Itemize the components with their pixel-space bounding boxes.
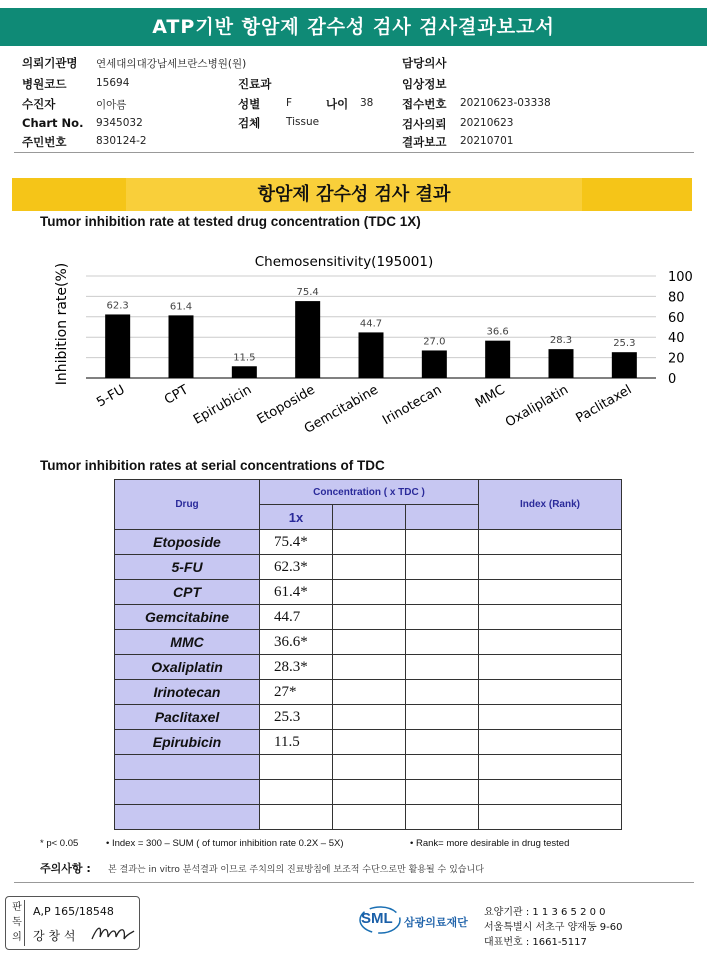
table-row [115,755,622,780]
concentration-header: Concentration ( x TDC ) [260,480,479,505]
chart-bar [169,315,194,378]
info-divider [14,152,694,153]
lab-address: 서울특별시 서초구 양재동 9-60 [484,922,623,933]
caution-text: 본 결과는 in vitro 분석결과 이므로 주치의의 진료방침에 보조적 수단으로만 활용될 수 있습니다 [108,865,484,875]
chart-y-tick: 0 [668,372,677,387]
sml-logo-icon [358,904,402,936]
institution-label: 의뢰기관명 [22,56,78,70]
chart-category-label: Etoposide [254,382,318,428]
empty-cell [479,780,622,805]
sex-label: 성별 [238,97,261,111]
section1-title: Tumor inhibition rate at tested drug concentration (TDC 1X) [40,214,421,229]
drug-cell [115,805,260,830]
chart-y-tick: 80 [668,290,685,306]
section2-title: Tumor inhibition rates at serial concentrations of TDC [40,458,385,473]
table-row [115,780,622,805]
footer-divider [14,882,694,883]
request-label: 검사의뢰 [402,117,447,131]
empty-cell [479,805,622,830]
chart-no-value: 9345032 [96,117,143,129]
drug-cell [115,755,260,780]
empty-cell [406,780,479,805]
table-row [115,555,622,580]
empty-cell [479,555,622,580]
institution-value: 연세대의대강남세브란스병원(원) [96,58,247,70]
conc-1x-header: 1x [260,505,333,530]
empty-cell [333,555,406,580]
chart-categories [94,382,634,436]
lab-phone: 대표번호 : 1661-5117 [484,937,587,948]
value-cell [260,755,333,780]
sex-value: F [286,97,293,109]
empty-cell [406,755,479,780]
stamp-name: 강 창 석 [33,929,76,943]
lab-name: 삼광의료재단 [404,916,468,929]
age-value: 38 [360,97,374,109]
empty-cell [406,555,479,580]
value-cell: 25.3 [260,705,333,730]
empty-cell [406,630,479,655]
empty-cell [479,680,622,705]
drug-cell [115,780,260,805]
empty-cell [406,680,479,705]
chart-value-label: 28.3 [549,335,573,347]
doctor-label: 담당의사 [402,56,447,70]
stamp-license: A,P 165/18548 [33,905,114,918]
chart-category-label: Paclitaxel [573,382,635,427]
lab-logo-text: SML [361,910,393,927]
chart-value-label: 62.3 [106,300,129,312]
empty-cell [479,705,622,730]
department-label: 진료과 [238,77,272,91]
pathologist-stamp [5,896,140,950]
footnote-rank: • Rank= more desirable in drug tested [410,838,570,849]
conc-empty-header [406,505,479,530]
empty-cell [406,580,479,605]
drug-cell: Gemcitabine [115,605,260,630]
value-cell: 36.6* [260,630,333,655]
signature-icon [90,921,136,945]
empty-cell [333,580,406,605]
footnote-index: • Index = 300 – SUM ( of tumor inhibition rate 0.2X – 5X) [106,838,344,849]
empty-cell [333,705,406,730]
caution-label: 주의사항 : [40,862,91,875]
table-row [115,530,622,555]
chart-bar [359,332,384,378]
table-row [115,630,622,655]
chart-value-label: 75.4 [296,287,319,299]
lab-code: 요양기관 : 1 1 3 6 5 2 0 0 [484,907,606,918]
chart-value-label: 36.6 [486,326,509,338]
empty-cell [333,780,406,805]
empty-cell [479,630,622,655]
empty-cell [333,680,406,705]
empty-cell [479,605,622,630]
drug-cell: Paclitaxel [115,705,260,730]
chart-value-label: 27.0 [423,336,446,348]
value-cell: 62.3* [260,555,333,580]
empty-cell [333,805,406,830]
stamp-label: 판독의 [10,900,25,946]
chart-y-tick: 20 [668,351,685,367]
table-row [115,705,622,730]
drug-cell: Etoposide [115,530,260,555]
empty-cell [406,655,479,680]
chart-category-label: Oxaliplatin [502,382,571,431]
empty-cell [479,730,622,755]
drug-cell: Irinotecan [115,680,260,705]
chart-bar [485,341,510,378]
report-title: ATP기반 항암제 감수성 검사 검사결과보고서 [0,8,707,46]
empty-cell [479,530,622,555]
chart-bar [105,314,130,378]
accession-label: 접수번호 [402,97,447,111]
chart-value-label: 11.5 [233,352,256,364]
resident-no-label: 주민번호 [22,135,67,149]
index-header: Index (Rank) [479,480,622,530]
results-table [114,479,622,830]
chart-value-label: 44.7 [359,318,383,330]
chart-category-label: CPT [161,382,191,408]
chart-ylabel: Inhibition rate(%) [54,262,70,386]
accession-value: 20210623-03338 [460,97,551,109]
value-cell [260,805,333,830]
chart-bar [549,349,574,378]
chart-no-label: Chart No. [22,116,84,130]
request-value: 20210623 [460,117,514,129]
value-cell: 28.3* [260,655,333,680]
value-cell: 44.7 [260,605,333,630]
chart-bar [232,366,257,378]
chart-title: Chemosensitivity(195001) [254,254,434,270]
specimen-value: Tissue [286,116,320,128]
drug-header: Drug [115,480,260,530]
chart-bar [422,350,447,378]
empty-cell [406,530,479,555]
chart-y-ticks [668,270,693,387]
chart-value-label: 61.4 [169,301,193,313]
report-date-label: 결과보고 [402,135,447,149]
value-cell: 11.5 [260,730,333,755]
empty-cell [333,630,406,655]
chart-y-tick: 40 [668,331,685,347]
value-cell: 75.4* [260,530,333,555]
empty-cell [479,580,622,605]
empty-cell [479,655,622,680]
drug-cell: 5-FU [115,555,260,580]
table-row [115,805,622,830]
drug-cell: MMC [115,630,260,655]
age-label: 나이 [326,97,349,111]
table-row [115,730,622,755]
table-row [115,580,622,605]
resident-no-value: 830124-2 [96,135,147,147]
drug-cell: Oxaliplatin [115,655,260,680]
chemosensitivity-chart [0,240,707,450]
chart-bar [612,352,637,378]
empty-cell [406,605,479,630]
chart-category-label: Gemcitabine [301,382,381,437]
chart-bar [295,301,320,378]
patient-label: 수진자 [22,97,56,111]
empty-cell [333,755,406,780]
empty-cell [333,605,406,630]
empty-cell [406,805,479,830]
table-row [115,680,622,705]
footnote-p: * p< 0.05 [40,838,79,849]
empty-cell [333,655,406,680]
patient-value: 이아름 [96,99,127,111]
empty-cell [333,530,406,555]
empty-cell [333,730,406,755]
drug-cell: CPT [115,580,260,605]
value-cell: 27* [260,680,333,705]
specimen-label: 검체 [238,116,261,130]
chart-category-label: 5-FU [94,382,128,411]
value-cell: 61.4* [260,580,333,605]
empty-cell [479,755,622,780]
drug-cell: Epirubicin [115,730,260,755]
conc-empty-header [333,505,406,530]
section-band-title: 항암제 감수성 검사 결과 [126,178,582,211]
empty-cell [406,705,479,730]
chart-value-label: 25.3 [613,338,636,350]
table-row [115,655,622,680]
empty-cell [406,730,479,755]
clinical-label: 임상정보 [402,77,447,91]
chart-category-label: MMC [472,382,508,412]
chart-y-tick: 60 [668,310,685,326]
hospital-code-label: 병원코드 [22,77,67,91]
report-date-value: 20210701 [460,135,514,147]
chart-category-label: Epirubicin [190,382,255,428]
table-row [115,605,622,630]
chart-category-label: Irinotecan [380,382,445,429]
value-cell [260,780,333,805]
hospital-code-value: 15694 [96,77,130,89]
chart-y-tick: 100 [668,270,693,285]
